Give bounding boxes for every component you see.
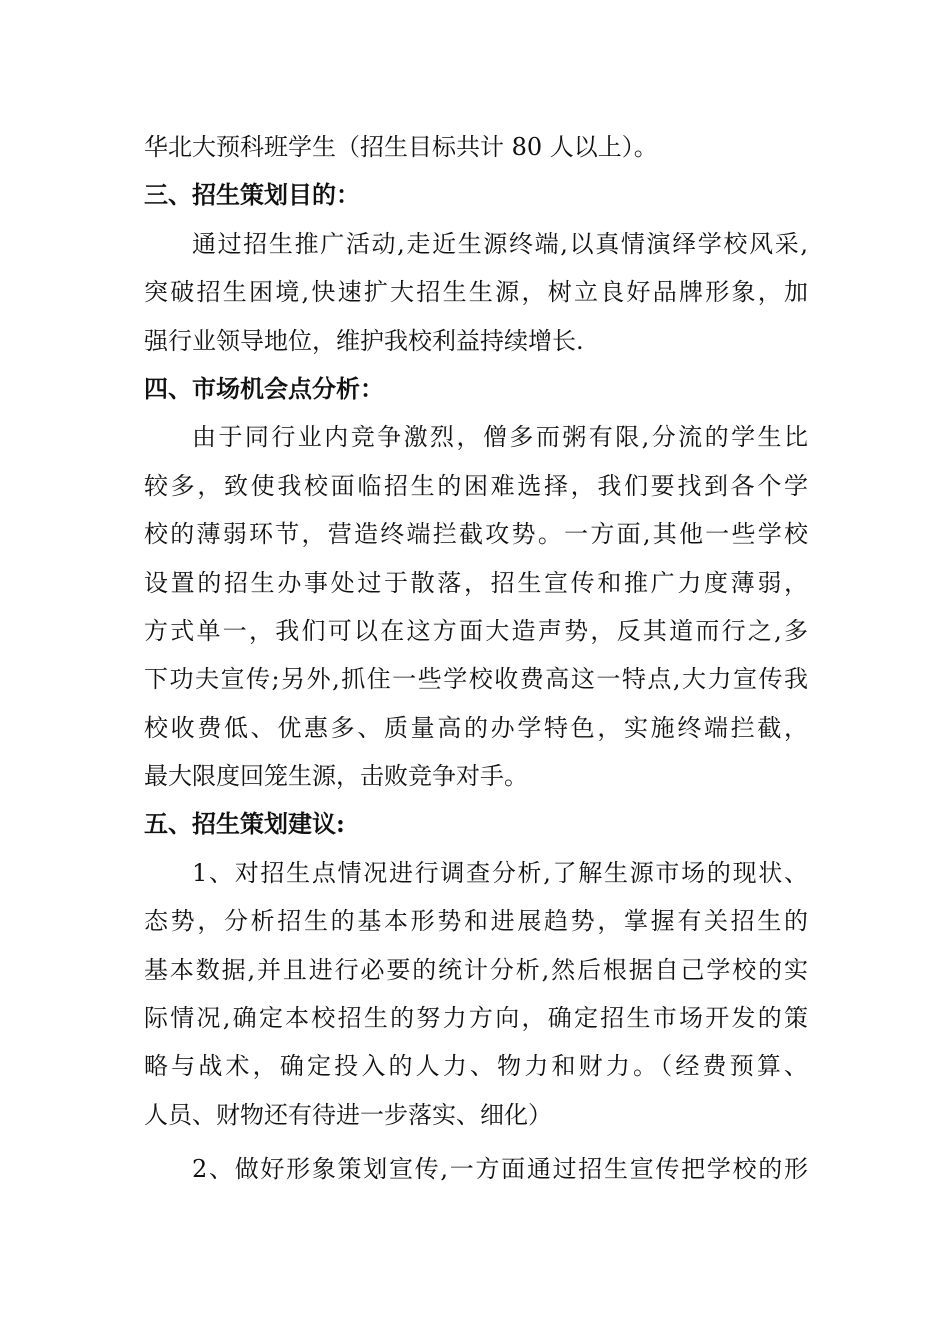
paragraph-line: 由于同行业内竞争激烈，僧多而粥有限,分流的学生比	[192, 423, 808, 452]
paragraph-line: 方式单一，我们可以在这方面大造声势，反其道而行之,多	[144, 616, 808, 645]
paragraph-line: 最大限度回笼生源，击败竞争对手。	[144, 762, 528, 791]
paragraph-line: 1、对招生点情况进行调查分析,了解生源市场的现状、	[192, 858, 808, 887]
paragraph-line: 人员、财物还有待进一步落实、细化）	[144, 1100, 552, 1129]
paragraph-line: 突破招生困境,快速扩大招生生源，树立良好品牌形象，加	[144, 278, 808, 307]
paragraph-line: 2、做好形象策划宣传,一方面通过招生宣传把学校的形	[192, 1155, 808, 1184]
paragraph-line: 态势，分析招生的基本形势和进展趋势，掌握有关招生的	[144, 907, 808, 936]
paragraph-line: 强行业领导地位，维护我校利益持续增长.	[144, 326, 584, 355]
intro-tail-line: 华北大预科班学生（招生目标共计 80 人以上）。	[144, 133, 658, 161]
section-4-heading: 四、市场机会点分析：	[144, 373, 384, 403]
paragraph-line: 略与战术，确定投入的人力、物力和财力。（经费预算、	[144, 1052, 808, 1081]
paragraph-line: 校收费低、优惠多、质量高的办学特色，实施终端拦截，	[144, 713, 808, 742]
section-4-paragraph	[144, 413, 808, 800]
paragraph-line: 设置的招生办事处过于散落，招生宣传和推广力度薄弱，	[144, 568, 808, 597]
paragraph-line: 下功夫宣传;另外,抓住一些学校收费高这一特点,大力宣传我	[144, 665, 808, 694]
paragraph-line: 际情况,确定本校招生的努力方向，确定招生市场开发的策	[144, 1004, 808, 1033]
section-3-paragraph	[144, 220, 808, 365]
section-5-item-2-paragraph	[144, 1145, 808, 1193]
section-5-heading: 五、招生策划建议:	[144, 809, 345, 839]
paragraph-line: 通过招生推广活动,走近生源终端,以真情演绎学校风采,	[192, 229, 808, 258]
section-5-item-1-paragraph	[144, 849, 808, 1139]
paragraph-line: 校的薄弱环节，营造终端拦截攻势。一方面,其他一些学校	[144, 520, 808, 549]
section-3-heading: 三、招生策划目的：	[144, 180, 360, 210]
paragraph-line: 较多，致使我校面临招生的困难选择，我们要找到各个学	[144, 471, 808, 500]
paragraph-line: 基本数据,并且进行必要的统计分析,然后根据自己学校的实	[144, 955, 808, 984]
document-page	[144, 123, 808, 1194]
